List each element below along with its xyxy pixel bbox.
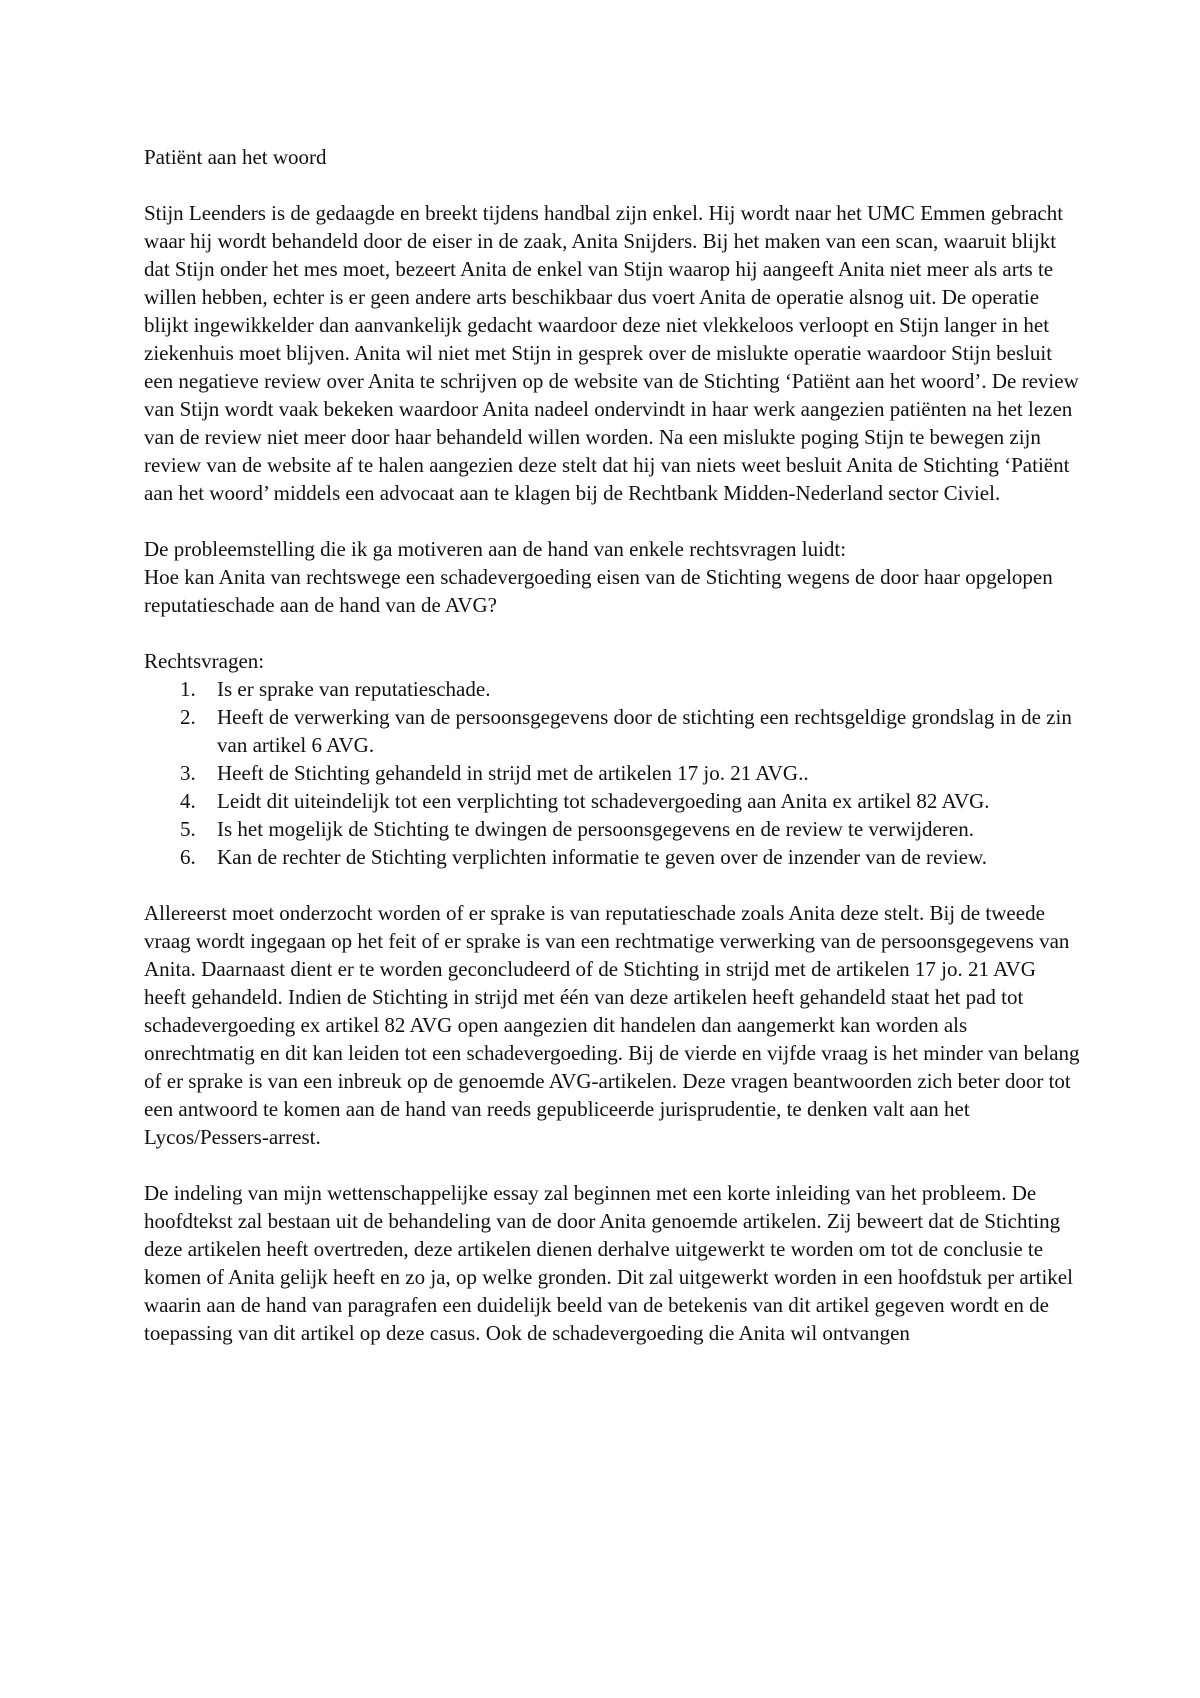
list-item-text: Is er sprake van reputatieschade. bbox=[217, 677, 491, 701]
list-item-text: Leidt dit uiteindelijk tot een verplichting tot schadevergoeding aan Anita ex artikel 82 AVG. bbox=[217, 789, 990, 813]
list-number: 2. bbox=[180, 705, 196, 729]
problem-question: Hoe kan Anita van rechtswege een schadevergoeding eisen van de Stichting wegens de door haar opgelopen reputatieschade aan de hand van de AVG? bbox=[144, 565, 1053, 617]
spacer bbox=[144, 507, 1080, 535]
list-number: 3. bbox=[180, 761, 196, 785]
list-item bbox=[180, 703, 1080, 759]
list-item bbox=[180, 843, 1080, 871]
list-item bbox=[180, 759, 1080, 787]
list-item bbox=[180, 815, 1080, 843]
spacer bbox=[144, 619, 1080, 647]
spacer bbox=[144, 871, 1080, 899]
list-number: 5. bbox=[180, 817, 196, 841]
list-item-text: Heeft de Stichting gehandeld in strijd met de artikelen 17 jo. 21 AVG.. bbox=[217, 761, 809, 785]
approach-paragraph: Allereerst moet onderzocht worden of er sprake is van reputatieschade zoals Anita deze stelt. Bij de tweede vraag wordt ingegaan op het feit of er sprake is van een rechtmatige verwerking van de persoonsgegevens van Anita. Daarnaast dient er te worden geconcludeerd of de Stichting in strijd met de artikelen 17 jo. 21 AVG heeft gehandeld. Indien de Stichting in strijd met één van deze artikelen heeft gehandeld staat het pad tot schadevergoeding ex artikel 82 AVG open aangezien dit handelen dan aangemerkt kan worden als onrechtmatig en dit kan leiden tot een schadevergoeding. Bij de vierde en vijfde vraag is het minder van belang of er sprake is van een inbreuk op de genoemde AVG-artikelen. Deze vragen beantwoorden zich beter door tot een antwoord te komen aan de hand van reeds gepubliceerde jurisprudentie, te denken valt aan het Lycos/Pessers-arrest. bbox=[144, 901, 1080, 1149]
document-title: Patiënt aan het woord bbox=[144, 145, 327, 169]
list-item-text: Heeft de verwerking van de persoonsgegevens door de stichting een rechtsgeldige grondslag in de zin van artikel 6 AVG. bbox=[217, 705, 1072, 757]
list-number: 6. bbox=[180, 845, 196, 869]
intro-paragraph: Stijn Leenders is de gedaagde en breekt tijdens handbal zijn enkel. Hij wordt naar het UMC Emmen gebracht waar hij wordt behandeld door de eiser in de zaak, Anita Snijders. Bij het maken van een scan, waaruit blijkt dat Stijn onder het mes moet, bezeert Anita de enkel van Stijn waarop hij aangeeft Anita niet meer als arts te willen hebben, echter is er geen andere arts beschikbaar dus voert Anita de operatie alsnog uit. De operatie blijkt ingewikkelder dan aanvankelijk gedacht waardoor deze niet vlekkeloos verloopt en Stijn langer in het ziekenhuis moet blijven. Anita wil niet met Stijn in gesprek over de mislukte operatie waardoor Stijn besluit een negatieve review over Anita te schrijven op de website van de Stichting ‘Patiënt aan het woord’. De review van Stijn wordt vaak bekeken waardoor Anita nadeel ondervindt in haar werk aangezien patiënten na het lezen van de review niet meer door haar behandeld willen worden. Na een mislukte poging Stijn te bewegen zijn review van de website af te halen aangezien deze stelt dat hij van niets weet besluit Anita de Stichting ‘Patiënt aan het woord’ middels een advocaat aan te klagen bij de Rechtbank Midden-Nederland sector Civiel. bbox=[144, 201, 1079, 505]
questions-heading: Rechtsvragen: bbox=[144, 649, 265, 673]
list-number: 4. bbox=[180, 789, 196, 813]
spacer bbox=[144, 171, 1080, 199]
list-item bbox=[180, 675, 1080, 703]
problem-intro: De probleemstelling die ik ga motiveren aan de hand van enkele rechtsvragen luidt: bbox=[144, 537, 847, 561]
structure-paragraph: De indeling van mijn wettenschappelijke essay zal beginnen met een korte inleiding van het probleem. De hoofdtekst zal bestaan uit de behandeling van de door Anita genoemde artikelen. Zij beweert dat de Stichting deze artikelen heeft overtreden, deze artikelen dienen derhalve uitgewerkt te worden om tot de conclusie te komen of Anita gelijk heeft en zo ja, op welke gronden. Dit zal uitgewerkt worden in een hoofdstuk per artikel waarin aan de hand van paragrafen een duidelijk beeld van de betekenis van dit artikel gegeven wordt en de toepassing van dit artikel op deze casus. Ook de schadevergoeding die Anita wil ontvangen bbox=[144, 1181, 1073, 1345]
list-item bbox=[180, 787, 1080, 815]
list-item-text: Kan de rechter de Stichting verplichten informatie te geven over de inzender van de review. bbox=[217, 845, 988, 869]
legal-questions-list bbox=[144, 675, 1080, 871]
list-number: 1. bbox=[180, 677, 196, 701]
list-item-text: Is het mogelijk de Stichting te dwingen de persoonsgegevens en de review te verwijderen. bbox=[217, 817, 974, 841]
spacer bbox=[144, 1151, 1080, 1179]
